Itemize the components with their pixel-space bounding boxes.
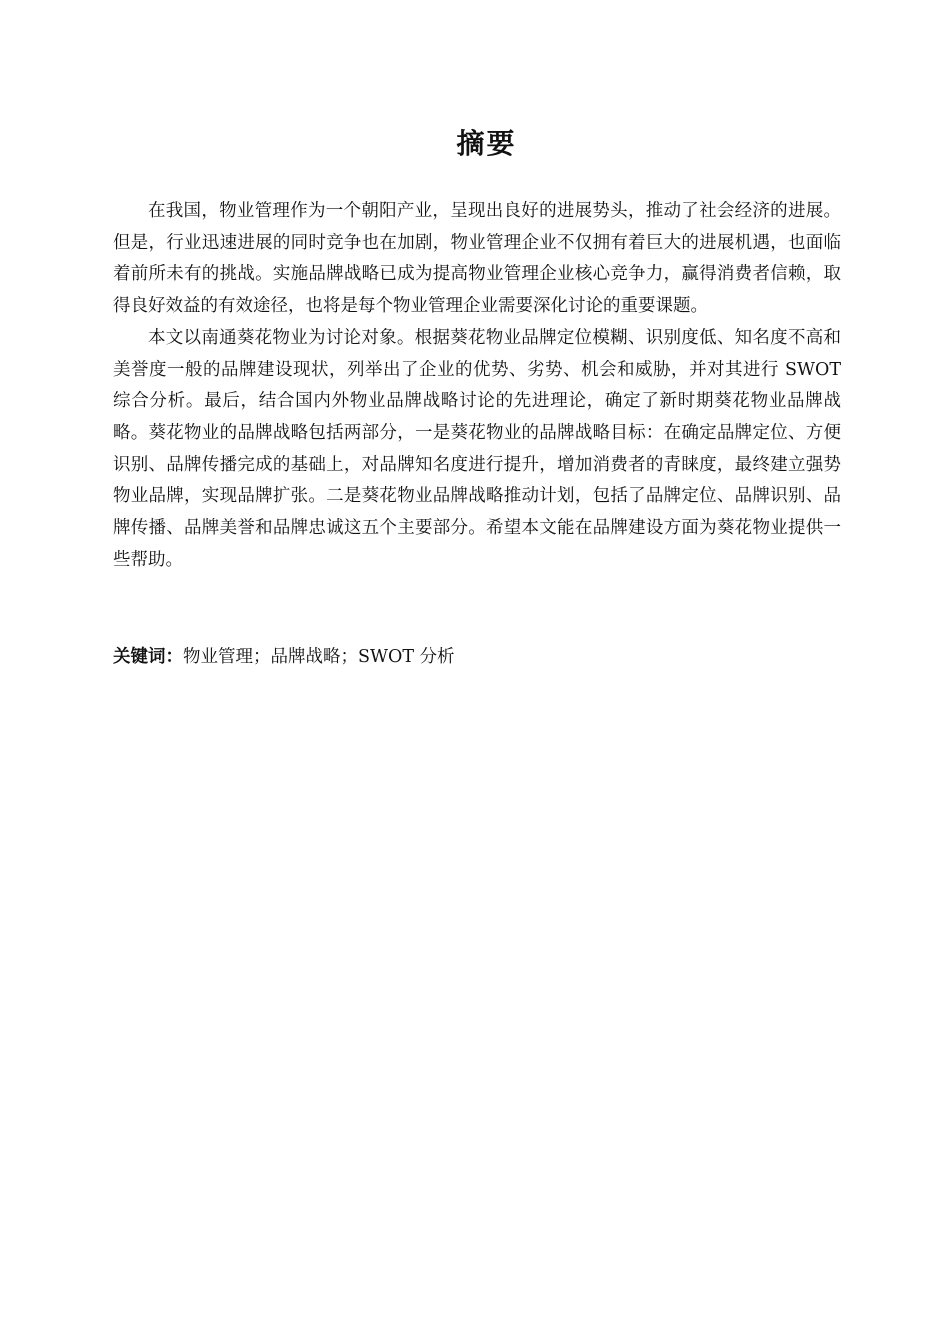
keywords-list: 物业管理；品牌战略；SWOT 分析 xyxy=(183,647,455,667)
abstract-paragraph-1: 在我国，物业管理作为一个朝阳产业，呈现出良好的进展势头，推动了社会经济的进展。但是，行业迅速进展的同时竞争也在加剧，物业管理企业不仅拥有着巨大的进展机遇，也面临着前所未有的挑战。实施品牌战略已成为提高物业管理企业核心竞争力，赢得消费者信赖，取得良好效益的有效途径，也将是每个物业管理企业需要深化讨论的重要课题。 xyxy=(113,201,841,317)
abstract-title: 摘要 xyxy=(456,127,517,160)
abstract-body xyxy=(113,196,841,576)
keywords-label: 关键词： xyxy=(113,647,183,667)
abstract-paragraph-2: 本文以南通葵花物业为讨论对象。根据葵花物业品牌定位模糊、识别度低、知名度不高和美誉度一般的品牌建设现状，列举出了企业的优势、劣势、机会和威胁，并对其进行 SWOT 综合分析。最后，结合国内外物业品牌战略讨论的先进理论，确定了新时期葵花物业品牌战略。葵花物业的品牌战略包括两部分，一是葵花物业的品牌战略目标：在确定品牌定位、方便识别、品牌传播完成的基础上，对品牌知名度进行提升，增加消费者的青睐度，最终建立强势物业品牌，实现品牌扩张。二是葵花物业品牌战略推动计划，包括了品牌定位、品牌识别、品牌传播、品牌美誉和品牌忠诚这五个主要部分。希望本文能在品牌建设方面为葵花物业提供一些帮助。 xyxy=(113,327,841,570)
keywords-line xyxy=(113,642,841,674)
